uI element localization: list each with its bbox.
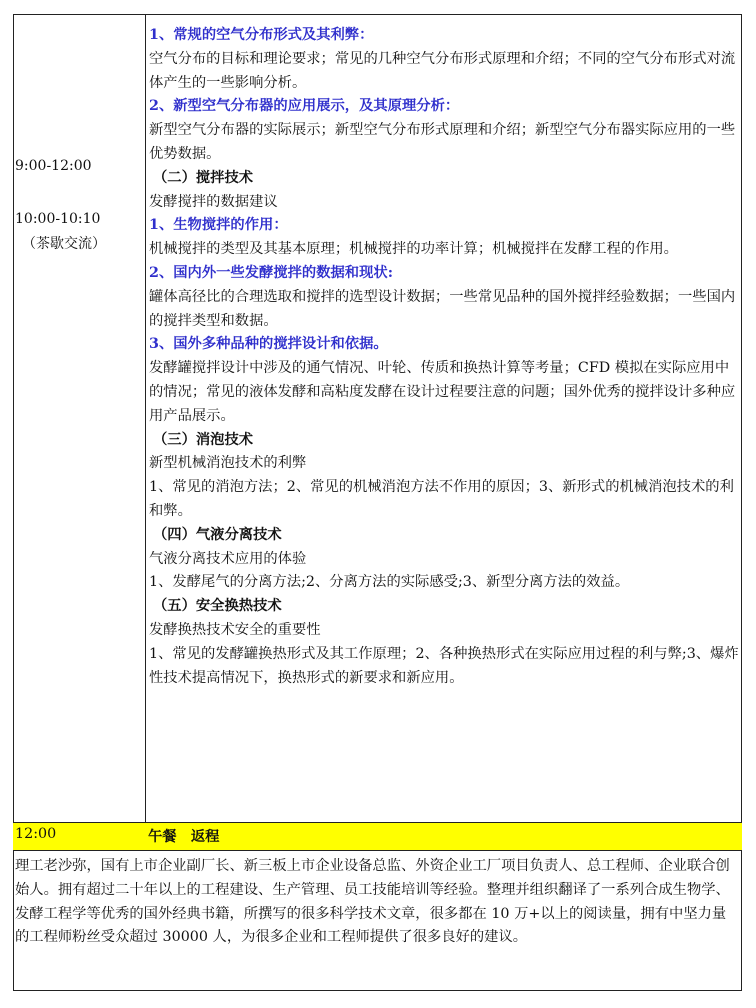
lunch-row [13, 822, 742, 851]
paragraph: 1、常见的发酵罐换热形式及其工作原理；2、各种换热形式在实际应用过程的利与弊;3、爆炸性技术提高情况下，换热形式的新要求和新应用。 [149, 645, 739, 686]
subsection-title: 3、国外多种品种的搅拌设计和依据。 [149, 336, 388, 353]
paragraph: 1、常见的消泡方法；2、常见的机械消泡方法不作用的原因；3、新形式的机械消泡技术的利和弊。 [149, 479, 734, 519]
paragraph: 空气分布的目标和理论要求；常见的几种空气分布形式原理和介绍；不同的空气分布形式对流体产生的一些影响分析。 [149, 50, 736, 91]
paragraph: 发酵换热技术安全的重要性 [149, 621, 321, 638]
paragraph: 1、发酵尾气的分离方法;2、分离方法的实际感受;3、新型分离方法的效益。 [149, 574, 630, 591]
time-main: 9:00-12:00 [15, 158, 92, 174]
lunch-time: 12:00 [15, 826, 57, 842]
section-heading: （五）安全换热技术 [153, 598, 282, 615]
session-content [149, 24, 739, 690]
column-divider [145, 14, 146, 851]
speaker-bio: 理工老沙弥，国有上市企业副厂长、新三板上市企业设备总监、外资企业工厂项目负责人、总工程师、企业联合创始人。拥有超过二十年以上的工程建设、生产管理、员工技能培训等经验。整理并组织翻译了一系列合成生物学、发酵工程学等优秀的国外经典书籍，所撰写的很多科学技术文章，很多都在 10 万+以上的阅读量，拥有中坚力量的工程师粉丝受众超过 30000 人，为很多企业和工程师提供了很多良好的建议。 [15, 858, 730, 946]
paragraph: 机械搅拌的类型及其基本原理；机械搅拌的功率计算；机械搅拌在发酵工程的作用。 [149, 241, 678, 258]
time-break: 10:00-10:10 [15, 211, 101, 227]
subsection-title: 2、国内外一些发酵搅拌的数据和现状: [149, 264, 393, 281]
break-label: （茶歇交流） [22, 236, 106, 252]
section-heading: （三）消泡技术 [153, 431, 254, 448]
paragraph: 发酵搅拌的数据建议 [149, 193, 278, 210]
section-heading: （二）搅拌技术 [153, 169, 254, 186]
paragraph: 新型机械消泡技术的利弊 [149, 455, 307, 472]
paragraph: 发酵罐搅拌设计中涉及的通气情况、叶轮、传质和换热计算等考量；CFD 模拟在实际应用中的情况；常见的液体发酵和高粘度发酵在设计过程要注意的问题；国外优秀的搅拌设计多种应用产品展示。 [149, 360, 736, 424]
lunch-label: 午餐 返程 [148, 829, 220, 845]
section-heading: （四）气液分离技术 [153, 526, 282, 543]
paragraph: 新型空气分布器的实际展示；新型空气分布形式原理和介绍；新型空气分布器实际应用的一些优势数据。 [149, 122, 736, 162]
subsection-title: 2、新型空气分布器的应用展示，及其原理分析： [149, 98, 460, 115]
subsection-title: 1、常规的空气分布形式及其利弊： [149, 27, 374, 43]
subsection-title: 1、生物搅拌的作用： [149, 217, 288, 234]
paragraph: 罐体高径比的合理选取和搅拌的选型设计数据；一些常见品种的国外搅拌经验数据；一些国内的搅拌类型和数据。 [149, 288, 736, 329]
paragraph: 气液分离技术应用的体验 [149, 550, 307, 567]
